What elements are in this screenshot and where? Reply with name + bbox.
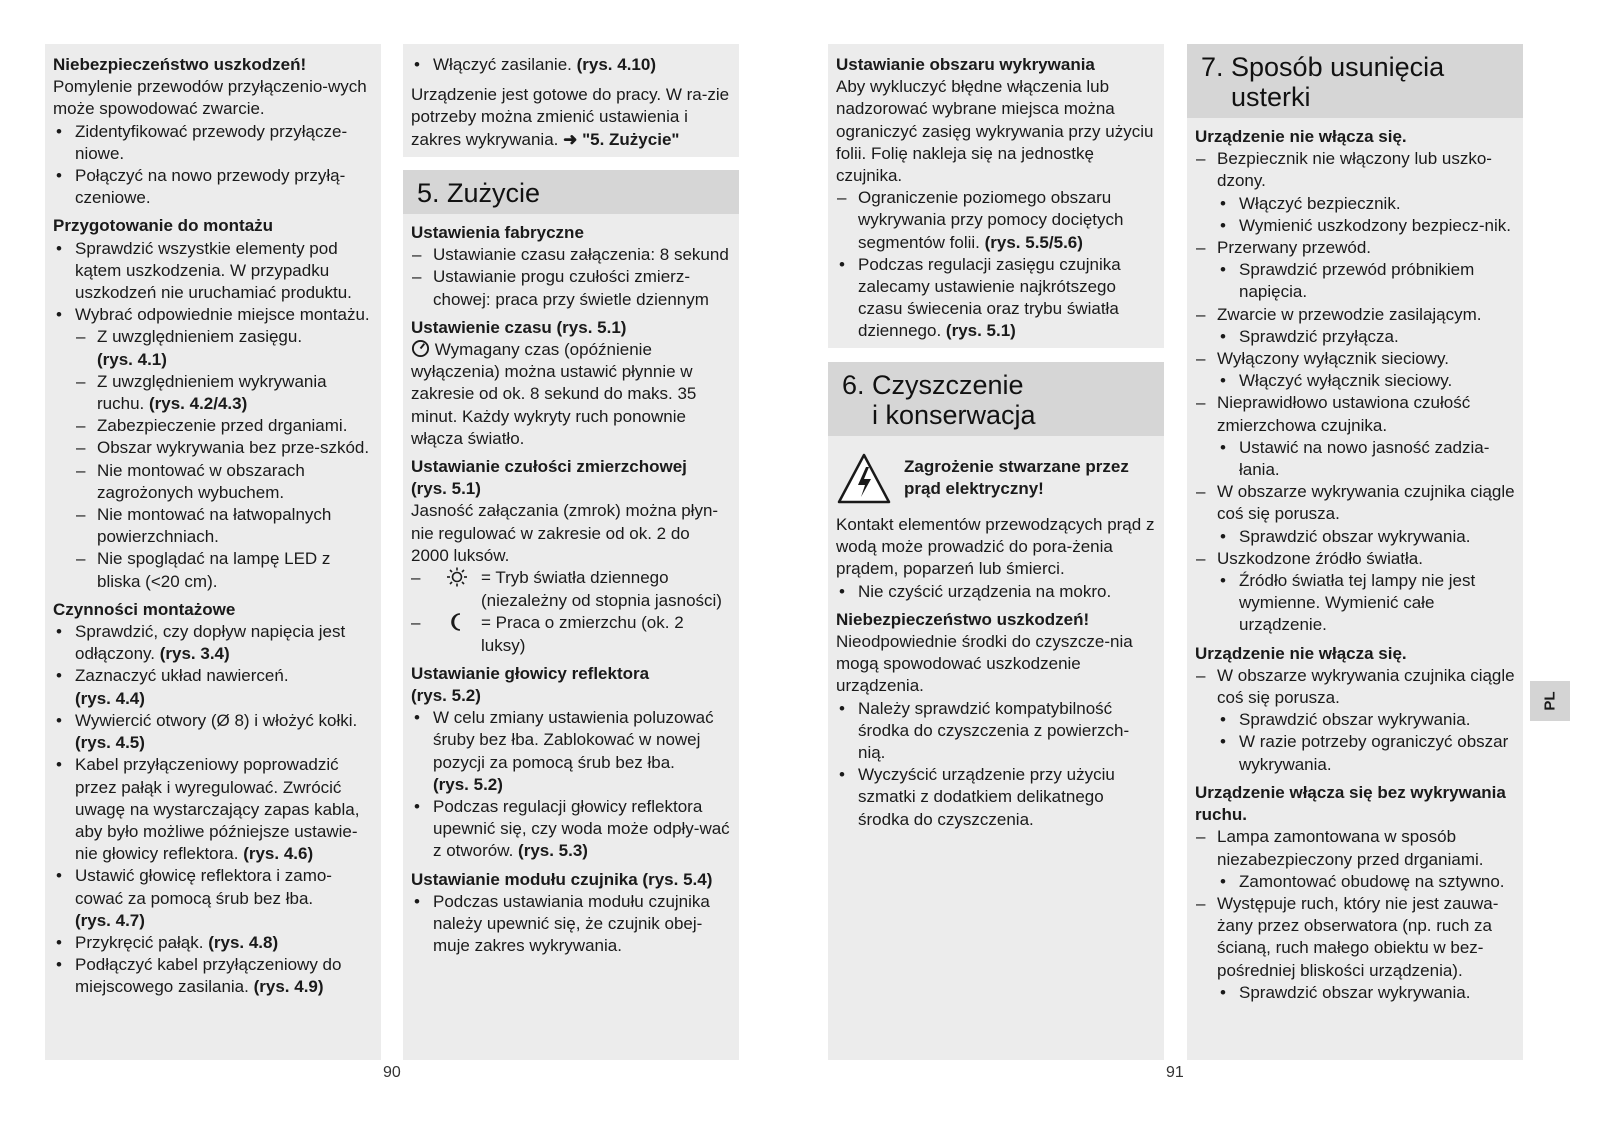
list-item: • Ustawić na nowo jasność zadzia-łania. <box>1217 437 1515 481</box>
heading-text: Ustawianie czułości zmierzchowej <box>411 457 687 477</box>
list-item: • Podczas ustawiania modułu czujnika należy upewnić się, że czujnik obej-muje zakres wykrywania. <box>411 891 731 958</box>
list-item: – Zabezpieczenie przed drganiami. <box>75 415 373 437</box>
figure-ref: (rys. 4.10) <box>576 55 656 74</box>
list-item: – W obszarze wykrywania czujnika ciągle coś się porusza. <box>1195 665 1515 709</box>
figure-ref: (rys. 3.4) <box>159 644 230 664</box>
list-item <box>53 621 373 665</box>
figure-ref: (rys. 4.4) <box>75 688 145 708</box>
section-title-cleaning <box>828 362 1164 436</box>
list-item: – Lampa zamontowana w sposób niezabezpieczony przed drganiami. <box>1195 826 1515 870</box>
heading-sensor-module: Ustawianie modułu czujnika (rys. 5.4) <box>411 869 713 889</box>
list-text: Podczas regulacji zasięgu czujnika zalecamy ustawienie najkrótszego czasu świecenia oraz trybu światła dziennego. <box>858 254 1121 341</box>
figure-ref: (rys. 4.1) <box>97 349 167 369</box>
dash: – <box>411 613 421 633</box>
paragraph-text: Urządzenie jest gotowe do pracy. W ra-zie potrzeby można zmienić ustawienia i zakres wykrywania. <box>411 85 730 149</box>
list-item: – Nie spoglądać na lampę LED z bliska (<20 cm). <box>75 548 373 592</box>
list-item <box>411 54 731 76</box>
heading-preparation: Przygotowanie do montażu <box>53 216 274 236</box>
list-item: • Sprawdzić obszar wykrywania. <box>1217 526 1515 548</box>
list-item: – Ustawianie progu czułości zmierz-chowej: praca przy świetle dziennym <box>411 266 731 310</box>
heading-text: (rys. 5.1) <box>411 479 481 499</box>
heading-damage-risk: Niebezpieczeństwo uszkodzeń! <box>836 609 1090 629</box>
moon-icon <box>433 612 481 656</box>
daylight-mode-text: = Tryb światła dziennego <box>481 568 669 588</box>
list-item <box>75 326 373 370</box>
language-tab <box>1530 681 1570 721</box>
list-item: – Nie montować na łatwopalnych powierzchniach. <box>75 504 373 548</box>
list-item <box>411 707 731 796</box>
section-title-line: 6. Czyszczenie <box>842 370 1024 400</box>
list-text: Z uwzględnieniem zasięgu. <box>97 327 303 347</box>
list-item <box>836 187 1156 254</box>
paragraph: Aby wykluczyć błędne włączenia lub nadzorować wybrane miejsca można ograniczyć zasięg wykrywania przy użyciu folii. Folię nakleja się na jednostkę czujnika. <box>836 77 1154 186</box>
figure-ref: (rys. 5.2) <box>433 774 503 794</box>
sun-icon <box>433 567 481 590</box>
paragraph: Kontakt elementów przewodzących prąd z wodą może prowadzić do pora-żenia prądem, poparzeń lub śmierci. <box>836 515 1155 579</box>
list-text: Wywiercić otwory (Ø 8) i włożyć kołki. <box>75 710 358 730</box>
page-number-left: 90 <box>383 1064 401 1081</box>
language-tab-label: PL <box>1541 691 1559 711</box>
list-item: • Włączyć bezpiecznik. <box>1217 193 1515 215</box>
paragraph: Nieodpowiednie środki do czyszcze-nia mogą spowodować uszkodzenie urządzenia. <box>836 632 1133 696</box>
warning-text: Zagrożenie stwarzane przez prąd elektryczny! <box>904 457 1129 499</box>
figure-ref: (rys. 4.2/4.3) <box>148 394 248 414</box>
figure-ref: (rys. 5.5/5.6) <box>984 232 1083 252</box>
column-4 <box>1187 44 1523 1060</box>
heading-mounting-steps: Czynności montażowe <box>53 599 236 619</box>
column-3-top <box>828 44 1164 348</box>
paragraph: Pomylenie przewodów przyłączenio-wych może spowodować zwarcie. <box>53 77 367 119</box>
figure-ref: (rys. 5.1) <box>945 321 1016 341</box>
list-item: • Zidentyfikować przewody przyłącze-niowe. <box>53 121 373 165</box>
figure-ref: (rys. 5.3) <box>518 841 588 861</box>
list-item <box>53 932 373 954</box>
column-2-main <box>403 170 739 1060</box>
list-item: • Połączyć na nowo przewody przyłą-czeniowe. <box>53 165 373 209</box>
heading-detection-area: Ustawianie obszaru wykrywania <box>836 55 1095 74</box>
list-item: – W obszarze wykrywania czujnika ciągle coś się porusza. <box>1195 481 1515 525</box>
list-item: • Sprawdzić przewód próbnikiem napięcia. <box>1217 259 1515 303</box>
dash: – <box>411 568 421 588</box>
heading-reflector <box>411 663 731 707</box>
list-item: – Występuje ruch, który nie jest zauwa-żany przez obserwatora (np. ruch za ścianą, ruch małego obiektu w bez-pośredniej bliskości urządzenia). <box>1195 893 1515 982</box>
figure-ref: (rys. 4.8) <box>208 932 279 952</box>
list-item: – Uszkodzone źródło światła. <box>1195 548 1515 570</box>
section-title-line: 7. Sposób usunięcia <box>1201 52 1445 82</box>
heading-no-power-on-2: Urządzenie nie włącza się. <box>1195 643 1407 663</box>
list-text: Kabel przyłączeniowy poprowadzić przez pałąk i wyregulować. Zwrócić uwagę na wystarczający zapas kabla, aby było możliwe późniejsze ustawie-nie głowicy reflektora. <box>75 755 360 864</box>
list-text: Przykręcić pałąk. <box>75 932 204 952</box>
list-item: • Nie czyścić urządzenia na mokro. <box>836 581 1156 603</box>
heading-twilight <box>411 456 731 500</box>
daylight-mode-row <box>411 567 731 590</box>
column-1 <box>45 44 381 1060</box>
list-item: – Ustawianie czasu załączenia: 8 sekund <box>411 244 731 266</box>
twilight-mode-text: = Praca o zmierzchu (ok. 2 luksy) <box>481 613 684 655</box>
section-title-line: usterki <box>1231 82 1311 112</box>
list-text: Ustawić głowicę reflektora i zamo-cować za pomocą śrub bez łba. <box>75 866 332 908</box>
high-voltage-warning-icon <box>836 452 892 506</box>
list-item: – Wyłączony wyłącznik sieciowy. <box>1195 348 1515 370</box>
list-item: – Zwarcie w przewodzie zasilającym. <box>1195 304 1515 326</box>
list-item <box>53 665 373 709</box>
list-item: • W razie potrzeby ograniczyć obszar wykrywania. <box>1217 731 1515 775</box>
column-3-main <box>828 362 1164 1060</box>
heading-time-setting: Ustawienie czasu (rys. 5.1) <box>411 317 627 337</box>
list-item <box>53 710 373 754</box>
list-text: W celu zmiany ustawienia poluzować śruby bez łba. Zablokować w nowej pozycji za pomocą śrub bez łba. <box>433 708 714 772</box>
cross-reference: ➜ "5. Zużycie" <box>563 129 680 149</box>
list-item: • Zamontować obudowę na sztywno. <box>1217 871 1515 893</box>
list-item: – Przerwany przewód. <box>1195 237 1515 259</box>
heading-text: Ustawianie głowicy reflektora <box>411 663 650 683</box>
electric-warning <box>836 452 1156 506</box>
figure-ref: (rys. 4.7) <box>75 910 145 930</box>
list-text: Z uwzględnieniem wykrywania ruchu. <box>97 371 327 414</box>
heading-text: (rys. 5.2) <box>411 686 481 706</box>
clock-icon <box>411 339 430 358</box>
heading-damage-risk: Niebezpieczeństwo uszkodzeń! <box>53 55 307 74</box>
list-item: – Nieprawidłowo ustawiona czułość zmierzchowa czujnika. <box>1195 392 1515 436</box>
list-item: • Włączyć wyłącznik sieciowy. <box>1217 370 1515 392</box>
section-title-line: i konserwacja <box>872 400 1036 430</box>
list-item <box>53 754 373 865</box>
list-item: • Wymienić uszkodzony bezpiecz-nik. <box>1217 215 1515 237</box>
list-text: Podłączyć kabel przyłączeniowy do miejscowego zasilania. <box>75 955 342 997</box>
section-title-usage: 5. Zużycie <box>403 170 739 214</box>
paragraph <box>411 339 731 450</box>
list-text: Podczas regulacji głowicy reflektora upewnić się, czy woda może odpły-wać z otworów. <box>433 797 730 861</box>
figure-ref: (rys. 4.5) <box>75 733 145 753</box>
list-item <box>836 254 1156 343</box>
list-item: • Sprawdzić obszar wykrywania. <box>1217 982 1515 1004</box>
column-2-top <box>403 44 739 157</box>
list-item: • Sprawdzić przyłącza. <box>1217 326 1515 348</box>
list-item: – Obszar wykrywania bez prze-szkód. <box>75 437 373 459</box>
list-item: • Wyczyścić urządzenie przy użyciu szmatki z dodatkiem delikatnego środka do czyszczenia. <box>836 764 1156 831</box>
list-item <box>53 954 373 998</box>
heading-factory-settings: Ustawienia fabryczne <box>411 223 584 242</box>
daylight-mode-note: (niezależny od stopnia jasności) <box>481 591 722 611</box>
list-item <box>411 796 731 863</box>
list-item: • Wybrać odpowiednie miejsce montażu. <box>53 304 373 326</box>
section-title-troubleshooting <box>1187 44 1523 118</box>
page-number-right: 91 <box>1166 1064 1184 1081</box>
list-text: Sprawdzić, czy dopływ napięcia jest odłączony. <box>75 622 346 664</box>
list-item <box>53 865 373 932</box>
figure-ref: (rys. 4.9) <box>253 977 324 997</box>
list-item: • Źródło światła tej lampy nie jest wymienne. Wymienić całe urządzenie. <box>1217 570 1515 637</box>
twilight-mode-row <box>411 612 731 656</box>
figure-ref: (rys. 4.6) <box>243 844 314 864</box>
list-item: • Sprawdzić obszar wykrywania. <box>1217 709 1515 731</box>
paragraph <box>411 84 731 151</box>
list-item <box>75 371 373 415</box>
paragraph-text: Wymagany czas (opóźnienie wyłączenia) można ustawić płynnie w zakresie od ok. 8 sekund do maks. 35 minut. Każdy wykryty ruch ponownie włącza światło. <box>411 340 697 448</box>
list-item: • Należy sprawdzić kompatybilność środka do czyszczenia z powierzch-nią. <box>836 698 1156 765</box>
list-item: – Nie montować w obszarach zagrożonych wybuchem. <box>75 460 373 504</box>
list-text: Ograniczenie poziomego obszaru wykrywania przy pomocy dociętych segmentów folii. <box>858 188 1124 252</box>
list-text: Włączyć zasilanie. <box>433 55 572 74</box>
heading-powers-on-without-motion: Urządzenie włącza się bez wykrywania ruchu. <box>1195 782 1506 825</box>
heading-no-power-on: Urządzenie nie włącza się. <box>1195 127 1407 146</box>
paragraph: Jasność załączania (zmrok) można płyn-nie regulować w zakresie od ok. 2 do 2000 luksów. <box>411 501 719 565</box>
list-item: – Bezpiecznik nie włączony lub uszko-dzony. <box>1195 148 1515 192</box>
list-text: Zaznaczyć układ nawierceń. <box>75 666 289 686</box>
list-item: • Sprawdzić wszystkie elementy pod kątem uszkodzenia. W przypadku uszkodzeń nie uruchamiać produktu. <box>53 238 373 305</box>
